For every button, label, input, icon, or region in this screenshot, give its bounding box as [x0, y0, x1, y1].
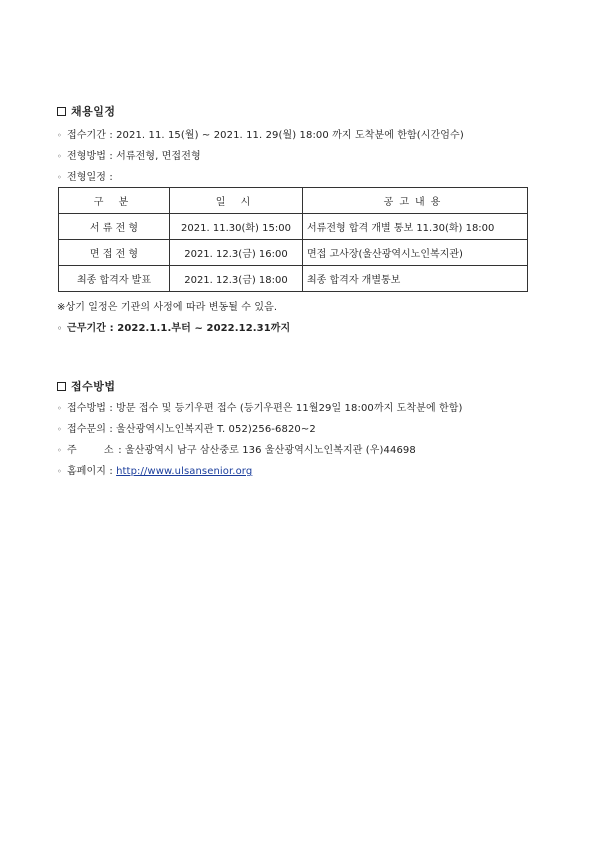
line-screening-schedule — [57, 168, 113, 183]
schedule-change-note: ※상기 일정은 기관의 사정에 따라 변동될 수 있음. — [57, 302, 278, 313]
table-row — [59, 266, 528, 292]
table-header-row — [59, 188, 528, 214]
table-row — [59, 214, 528, 240]
table-header-datetime: 일 시 — [170, 188, 303, 214]
bullet-icon: ◦ — [57, 324, 63, 333]
table-cell-category: 서 류 전 형 — [59, 214, 170, 240]
label-homepage: 홈페이지 — [67, 466, 107, 477]
table-cell-notice: 서류전형 합격 개별 통보 11.30(화) 18:00 — [303, 214, 528, 240]
table-cell-notice: 면접 고사장(울산광역시노인복지관) — [303, 240, 528, 266]
value-application-method: : 방문 접수 및 등기우편 접수 (등기우편은 11월29일 18:00까지 도착분에 한함) — [109, 403, 463, 414]
value-address: : 울산광역시 남구 삼산중로 136 울산광역시노인복지관 (우)44698 — [118, 445, 416, 456]
line-application-inquiry — [57, 420, 316, 435]
checkbox-square-icon — [57, 382, 66, 391]
line-application-method — [57, 399, 463, 414]
label-application-inquiry: 접수문의 — [67, 424, 107, 435]
schedule-table — [58, 187, 528, 292]
table-header-category: 구 분 — [59, 188, 170, 214]
table-cell-datetime: 2021. 12.3(금) 18:00 — [170, 266, 303, 292]
value-screening-schedule: : — [109, 172, 113, 183]
label-application-method: 접수방법 — [67, 403, 107, 414]
section-title-application: 접수방법 — [57, 378, 116, 394]
bullet-icon: ◦ — [57, 467, 62, 476]
table-cell-notice: 최종 합격자 개별통보 — [303, 266, 528, 292]
label-address: 주 소 — [67, 445, 126, 456]
bullet-icon: ◦ — [57, 131, 62, 140]
bullet-icon: ◦ — [57, 173, 62, 182]
value-screening-method: : 서류전형, 면접전형 — [109, 151, 201, 162]
checkbox-square-icon — [57, 107, 66, 116]
line-work-period — [57, 319, 290, 334]
table-cell-category: 최종 합격자 발표 — [59, 266, 170, 292]
value-application-period: : 2021. 11. 15(월) ~ 2021. 11. 29(월) 18:00 까지 도착분에 한함(시간엄수) — [109, 130, 464, 141]
homepage-link[interactable]: http://www.ulsansenior.org — [116, 466, 253, 477]
bullet-icon: ◦ — [57, 446, 62, 455]
bullet-icon: ◦ — [57, 152, 62, 161]
table-cell-datetime: 2021. 12.3(금) 16:00 — [170, 240, 303, 266]
table-header-notice: 공고내용 — [303, 188, 528, 214]
label-application-period: 접수기간 — [67, 130, 107, 141]
table-cell-datetime: 2021. 11.30(화) 15:00 — [170, 214, 303, 240]
homepage-separator: : — [109, 466, 113, 477]
bullet-icon: ◦ — [57, 425, 62, 434]
work-period-text: 근무기간 : 2022.1.1.부터 ~ 2022.12.31까지 — [67, 323, 291, 334]
value-application-inquiry: : 울산광역시노인복지관 T. 052)256-6820~2 — [109, 424, 316, 435]
label-screening-schedule: 전형일정 — [67, 172, 107, 183]
bullet-icon: ◦ — [57, 404, 62, 413]
table-cell-category: 면 접 전 형 — [59, 240, 170, 266]
label-screening-method: 전형방법 — [67, 151, 107, 162]
line-homepage — [57, 462, 252, 477]
section-title-schedule: 채용일정 — [57, 103, 116, 119]
line-application-period — [57, 126, 464, 141]
line-address — [57, 441, 416, 456]
line-screening-method — [57, 147, 201, 162]
table-row — [59, 240, 528, 266]
